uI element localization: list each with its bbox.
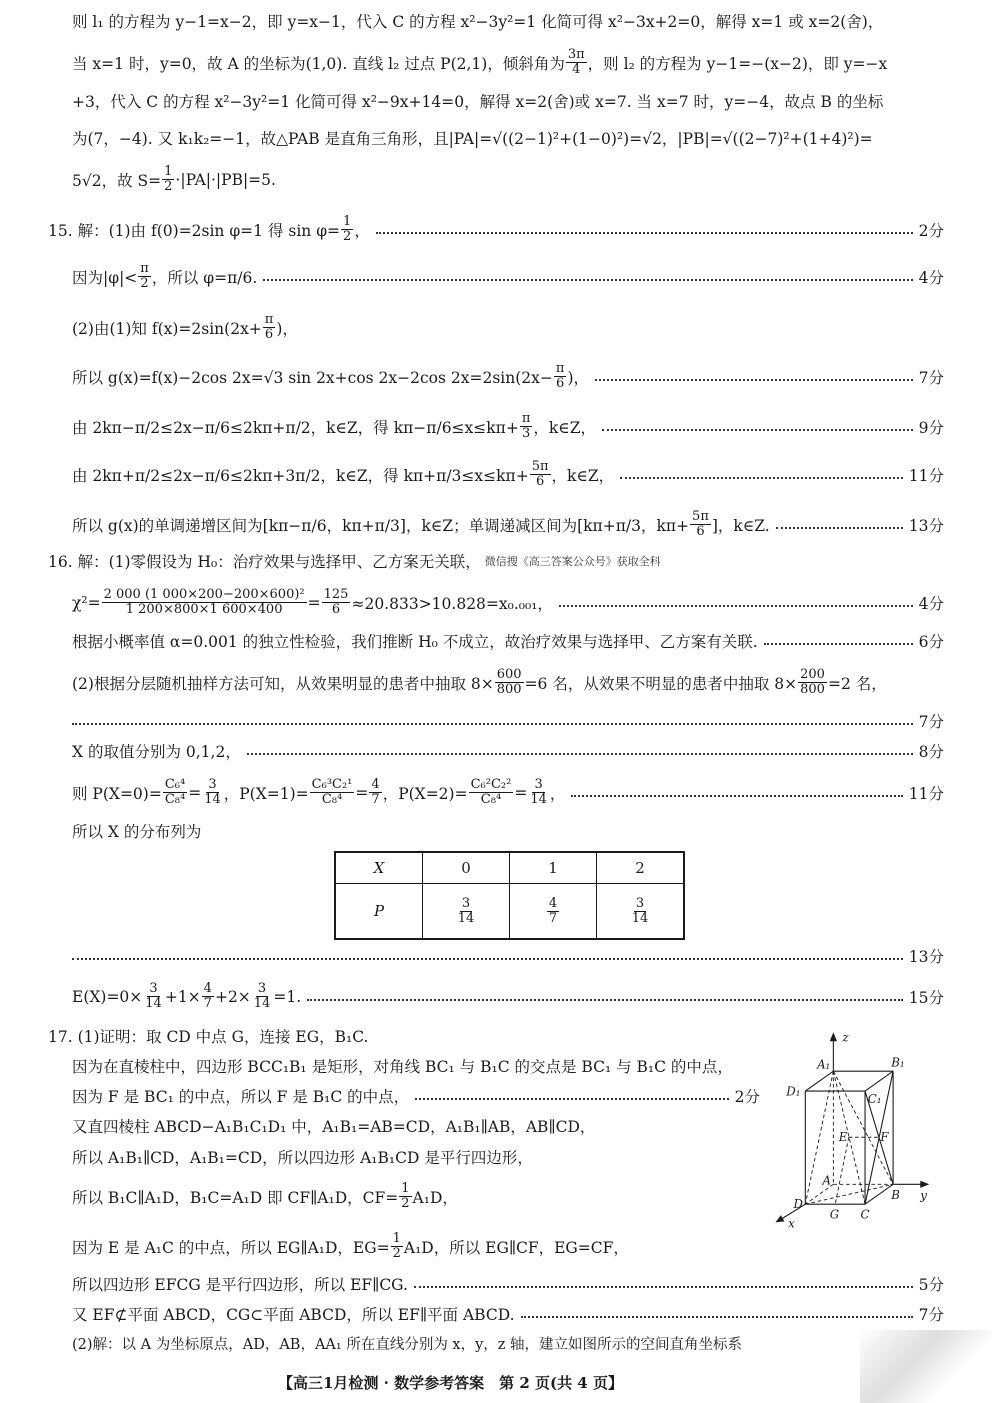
y-arrow-icon bbox=[920, 1181, 929, 1188]
leader-dots bbox=[776, 527, 903, 529]
q16-line-9 bbox=[72, 945, 944, 967]
prism-figure bbox=[770, 1020, 980, 1240]
numerator: 1 bbox=[343, 214, 352, 229]
label-a: A bbox=[822, 1173, 831, 1188]
leader-dots bbox=[247, 753, 913, 755]
text: = bbox=[307, 593, 321, 612]
text: = bbox=[355, 783, 369, 802]
fraction bbox=[163, 778, 187, 807]
text: 由 2kπ+π/2≤2x−π/6≤2kπ+3π/2，k∈Z，得 kπ+π/3≤x≤kπ+ bbox=[72, 466, 529, 485]
label-e: E bbox=[838, 1129, 848, 1144]
cell-text: X bbox=[373, 859, 385, 877]
text: 根据小概率值 α=0.001 的独立性检验，我们推断 H₀ 不成立，故治疗效果与选择甲、乙方案有关联. bbox=[72, 633, 758, 651]
q17-line-1 bbox=[48, 1025, 752, 1047]
text: ，P(X=2)= bbox=[382, 784, 468, 803]
leader-dots bbox=[521, 1316, 913, 1318]
fraction bbox=[202, 982, 214, 1011]
table-header-row bbox=[335, 852, 684, 884]
score: 4分 bbox=[918, 594, 944, 613]
numerator: π bbox=[521, 411, 531, 426]
q17-line-9 bbox=[72, 1303, 944, 1325]
text: +1× bbox=[164, 987, 201, 1006]
leader-dots bbox=[263, 279, 912, 281]
denominator: C₈⁴ bbox=[321, 792, 343, 807]
label-a1: A₁ bbox=[817, 1057, 831, 1072]
score: 5分 bbox=[918, 1276, 944, 1294]
fraction bbox=[456, 897, 477, 926]
leader-dots bbox=[376, 232, 913, 234]
text: ，k∈Z， bbox=[533, 418, 597, 437]
fraction bbox=[322, 588, 351, 617]
numerator: 3 bbox=[635, 895, 645, 911]
q15-line bbox=[48, 215, 944, 244]
leader-dots bbox=[620, 477, 903, 479]
text: E(X)=0× bbox=[72, 987, 143, 1006]
text: +2× bbox=[214, 987, 251, 1006]
text: )， bbox=[276, 319, 298, 338]
numerator: 200 bbox=[800, 667, 825, 682]
numerator: 1 bbox=[164, 164, 173, 179]
numerator: π bbox=[264, 312, 274, 327]
label-f: F bbox=[880, 1129, 889, 1144]
denominator: 14 bbox=[457, 910, 475, 926]
score: 7分 bbox=[918, 713, 944, 731]
score: 13分 bbox=[908, 516, 944, 535]
numerator: 3π bbox=[567, 47, 585, 62]
table-cell bbox=[510, 884, 597, 940]
denominator: 800 bbox=[800, 682, 825, 697]
denominator: C₈⁴ bbox=[164, 792, 186, 807]
text: ，k∈Z， bbox=[551, 466, 615, 485]
numerator: 3 bbox=[534, 777, 543, 792]
fraction bbox=[252, 982, 273, 1011]
q16-line-7 bbox=[72, 778, 944, 807]
q14-line-5 bbox=[72, 165, 944, 194]
fraction bbox=[495, 668, 524, 697]
q16-line-8 bbox=[72, 820, 944, 842]
score: 11分 bbox=[908, 466, 944, 485]
denominator: 6 bbox=[264, 327, 274, 342]
fraction bbox=[202, 778, 223, 807]
text: 则 P(X=0)= bbox=[72, 784, 162, 803]
label-z: z bbox=[842, 1030, 849, 1045]
score: 4分 bbox=[918, 268, 944, 287]
denominator: 14 bbox=[253, 996, 271, 1011]
q15-line bbox=[72, 412, 944, 441]
text: ， bbox=[549, 784, 566, 803]
text: 所以 g(x)的单调递增区间为[kπ−π/6，kπ+π/3]，k∈Z；单调递减区间为[kπ+π/3，kπ+ bbox=[72, 516, 690, 535]
edge-cb bbox=[865, 1184, 893, 1204]
numerator: π bbox=[140, 261, 149, 276]
q17-line-2 bbox=[72, 1055, 772, 1077]
leader-dots bbox=[571, 795, 902, 797]
text: 所以 A₁B₁∥CD，A₁B₁=CD，所以四边形 A₁B₁CD 是平行四边形， bbox=[72, 1149, 533, 1167]
q17-line-4 bbox=[72, 1115, 752, 1137]
denominator: 3 bbox=[521, 426, 531, 441]
table-row bbox=[335, 884, 684, 940]
fraction bbox=[310, 778, 355, 807]
fraction bbox=[528, 778, 549, 807]
q15-line bbox=[72, 510, 944, 539]
table-cell bbox=[423, 884, 510, 940]
leader-dots bbox=[414, 1286, 913, 1288]
text: 当 x=1 时，y=0，故 A 的坐标为(1,0). 直线 l₂ 过点 P(2,1)，倾斜角为 bbox=[72, 54, 565, 73]
fraction bbox=[469, 778, 514, 807]
score: 6分 bbox=[918, 633, 944, 651]
numerator: 3 bbox=[257, 981, 267, 996]
numerator: C₆²C₂² bbox=[470, 777, 512, 792]
text: ，P(X=1)= bbox=[223, 784, 309, 803]
text: 所以四边形 EFCG 是平行四边形，所以 EF∥CG. bbox=[72, 1276, 408, 1294]
text: (2)根据分层随机抽样方法可知，从效果明显的患者中抽取 8× bbox=[72, 674, 494, 693]
text: 所以 B₁C∥A₁D，B₁C=A₁D 即 CF∥A₁D，CF= bbox=[72, 1188, 399, 1207]
text: =2 名， bbox=[827, 674, 887, 693]
text: 又 EF⊄平面 ABCD，CG⊂平面 ABCD，所以 EF∥平面 ABCD. bbox=[72, 1306, 515, 1324]
q15-line bbox=[72, 362, 944, 391]
leader-dots bbox=[602, 429, 913, 431]
q14-line-3 bbox=[72, 90, 944, 112]
table-cell: 0 bbox=[423, 852, 510, 884]
q17-line-3 bbox=[72, 1085, 760, 1107]
page-curl-overlay bbox=[860, 1330, 992, 1403]
text: 又直四棱柱 ABCD−A₁B₁C₁D₁ 中，A₁B₁=AB=CD，A₁B₁∥AB，AB∥CD， bbox=[72, 1118, 596, 1136]
numerator: 125 bbox=[323, 587, 349, 602]
text: A₁D， bbox=[412, 1188, 458, 1207]
numerator: 5π bbox=[692, 509, 709, 524]
label-y: y bbox=[920, 1188, 927, 1203]
fraction bbox=[138, 262, 151, 291]
numerator: 2 000 (1 000×200−200×600)² bbox=[103, 587, 305, 602]
numerator: 5π bbox=[531, 459, 549, 474]
text: =1. bbox=[273, 987, 302, 1006]
denominator: 800 bbox=[496, 682, 522, 697]
fraction bbox=[530, 460, 551, 489]
denominator: 14 bbox=[631, 910, 649, 926]
leader-dots bbox=[764, 643, 913, 645]
fraction bbox=[690, 510, 711, 539]
leader-dots bbox=[72, 958, 903, 960]
text: = bbox=[514, 783, 528, 802]
fraction bbox=[143, 982, 164, 1011]
watermark-note: 微信搜《高三答案公众号》获取全科 bbox=[484, 555, 661, 568]
table-cell bbox=[335, 884, 423, 940]
leader-dots bbox=[307, 999, 903, 1001]
text: 因为|φ|< bbox=[72, 268, 138, 287]
text: (2)由(1)知 f(x)=2sin(2x+ bbox=[72, 319, 262, 338]
q15-line bbox=[72, 262, 944, 291]
table-cell bbox=[335, 852, 423, 884]
text: ≈20.833>10.828=x₀.₀₀₁， bbox=[351, 594, 553, 613]
text: 由 2kπ−π/2≤2x−π/6≤2kπ+π/2，k∈Z，得 kπ−π/6≤x≤kπ+ bbox=[72, 418, 519, 437]
denominator: 14 bbox=[530, 792, 547, 807]
numerator: 600 bbox=[496, 667, 522, 682]
text: 所以 g(x)=f(x)−2cos 2x=√3 sin 2x+cos 2x−2cos 2x=2sin(2x− bbox=[72, 368, 553, 387]
fraction bbox=[798, 668, 827, 697]
label-c1: C₁ bbox=[867, 1091, 882, 1106]
text: 因为 E 是 A₁C 的中点，所以 EG∥A₁D，EG= bbox=[72, 1238, 390, 1257]
text: 17. (1)证明：取 CD 中点 G，连接 EG，B₁C. bbox=[48, 1028, 369, 1046]
text: ·|PA|·|PB|=5. bbox=[175, 170, 276, 189]
text: 15. 解：(1)由 f(0)=2sin φ=1 得 sin φ= bbox=[48, 221, 341, 240]
q14-line-1 bbox=[72, 10, 944, 32]
text: X 的取值分别为 0,1,2， bbox=[72, 743, 241, 761]
page-footer: 【高三1月检测 · 数学参考答案 第 2 页(共 4 页】 bbox=[278, 1374, 623, 1392]
label-b1: B₁ bbox=[891, 1055, 905, 1070]
q16-line-3 bbox=[72, 630, 944, 652]
segment-eg bbox=[835, 1137, 849, 1204]
fraction bbox=[263, 313, 276, 342]
q16-line-10 bbox=[72, 982, 944, 1011]
denominator: 7 bbox=[203, 996, 212, 1011]
text: 16. 解：(1)零假设为 H₀：治疗效果与选择甲、乙方案无关联， bbox=[48, 553, 481, 571]
label-x: x bbox=[788, 1216, 795, 1231]
numerator: 1 bbox=[401, 1181, 410, 1196]
leader-dots bbox=[72, 723, 913, 725]
denominator: 6 bbox=[331, 602, 341, 617]
q15-line bbox=[72, 460, 944, 489]
numerator: 3 bbox=[461, 895, 471, 911]
score: 9分 bbox=[918, 418, 944, 437]
score: 7分 bbox=[918, 368, 944, 387]
fraction bbox=[566, 48, 587, 77]
q15-line bbox=[72, 313, 944, 342]
score: 2分 bbox=[734, 1088, 760, 1106]
fraction bbox=[162, 165, 174, 194]
q16-line-1 bbox=[48, 550, 944, 572]
fraction bbox=[630, 897, 651, 926]
numerator: π bbox=[555, 361, 565, 376]
q16-line-6 bbox=[72, 740, 944, 762]
denominator: 2 bbox=[401, 1196, 410, 1211]
fraction bbox=[399, 1182, 411, 1211]
denominator: 2 bbox=[164, 179, 173, 194]
text: =6 名，从效果不明显的患者中抽取 8× bbox=[524, 674, 798, 693]
q17-line-6 bbox=[72, 1182, 752, 1211]
text: +3，代入 C 的方程 x²−3y²=1 化简可得 x²−9x+14=0，解得 x=2(舍)或 x=7. 当 x=7 时，y=−4，故点 B 的坐标 bbox=[72, 93, 884, 111]
table-cell: 1 bbox=[510, 852, 597, 884]
cell-text: P bbox=[373, 902, 385, 920]
label-b: B bbox=[891, 1187, 900, 1202]
text: 为(7，−4). 又 k₁k₂=−1，故△PAB 是直角三角形，且|PA|=√((2−1)²+(1−0)²)=√2，|PB|=√((2−7)²+(1+4)²)= bbox=[72, 130, 873, 148]
denominator: 6 bbox=[556, 376, 565, 391]
leader-dots bbox=[595, 379, 913, 381]
text: ， bbox=[354, 221, 370, 240]
fraction bbox=[102, 588, 307, 617]
denominator: 7 bbox=[548, 910, 558, 926]
text: = bbox=[188, 783, 202, 802]
edge-b1c1 bbox=[865, 1071, 893, 1091]
text: 5√2，故 S= bbox=[72, 171, 162, 190]
fraction bbox=[547, 897, 559, 926]
score: 15分 bbox=[908, 988, 944, 1007]
table-cell bbox=[597, 884, 685, 940]
fraction bbox=[391, 1232, 403, 1261]
numerator: 4 bbox=[548, 895, 558, 911]
denominator: 2 bbox=[140, 276, 149, 291]
label-d1: D₁ bbox=[786, 1084, 801, 1099]
text: 则 l₁ 的方程为 y−1=x−2，即 y=x−1，代入 C 的方程 x²−3y²=1 化简可得 x²−3x+2=0，解得 x=1 或 x=2(舍)， bbox=[72, 13, 884, 31]
label-d: D bbox=[793, 1196, 803, 1211]
label-c: C bbox=[860, 1207, 870, 1222]
denominator: 4 bbox=[572, 62, 581, 77]
leader-dots bbox=[415, 1098, 728, 1100]
denominator: 14 bbox=[204, 792, 221, 807]
denominator: 2 bbox=[343, 229, 352, 244]
text: ]，k∈Z. bbox=[711, 516, 770, 535]
denominator: 1 200×800×1 600×400 bbox=[125, 602, 283, 617]
text: χ²= bbox=[72, 593, 101, 612]
denominator: 14 bbox=[145, 996, 162, 1011]
q16-line-5 bbox=[72, 710, 944, 732]
q16-chi-line bbox=[72, 588, 944, 617]
q14-line-2 bbox=[72, 48, 944, 77]
text: 因为 F 是 BC₁ 的中点，所以 F 是 B₁C 的中点， bbox=[72, 1088, 410, 1106]
numerator: 4 bbox=[203, 981, 212, 996]
diag-a1b bbox=[833, 1071, 893, 1184]
numerator: C₆³C₂¹ bbox=[311, 777, 353, 792]
score: 7分 bbox=[918, 1306, 944, 1324]
q17-line-8 bbox=[72, 1273, 944, 1295]
text: 所以 X 的分布列为 bbox=[72, 823, 202, 841]
score: 13分 bbox=[908, 948, 944, 966]
text: ，所以 φ=π/6. bbox=[151, 268, 258, 287]
numerator: 1 bbox=[392, 1231, 401, 1246]
z-arrow-icon bbox=[830, 1032, 837, 1041]
denominator: C₈⁴ bbox=[480, 792, 502, 807]
fraction bbox=[369, 778, 381, 807]
score: 8分 bbox=[918, 743, 944, 761]
table-cell: 2 bbox=[597, 852, 685, 884]
q17-line-10 bbox=[72, 1333, 944, 1354]
text: )， bbox=[567, 368, 589, 387]
score: 2分 bbox=[918, 221, 944, 240]
text: A₁D，所以 EG∥CF，EG=CF， bbox=[403, 1238, 629, 1257]
edge-a1d1 bbox=[805, 1071, 833, 1091]
x-arrow-icon bbox=[775, 1215, 784, 1222]
text: 因为在直棱柱中，四边形 BCC₁B₁ 是矩形，对角线 BC₁ 与 B₁C 的交点是 BC₁ 与 B₁C 的中点， bbox=[72, 1058, 733, 1076]
leader-dots bbox=[559, 605, 913, 607]
label-g: G bbox=[829, 1207, 840, 1222]
denominator: 7 bbox=[371, 792, 380, 807]
numerator: 4 bbox=[371, 777, 380, 792]
q14-line-4 bbox=[72, 127, 944, 149]
numerator: 3 bbox=[208, 777, 217, 792]
distribution-table bbox=[334, 851, 685, 940]
text: (2)解：以 A 为坐标原点，AD，AB，AA₁ 所在直线分别为 x，y，z 轴，建立如图所示的空间直角坐标系 bbox=[72, 1337, 743, 1353]
denominator: 6 bbox=[696, 524, 705, 539]
denominator: 2 bbox=[392, 1246, 401, 1261]
fraction bbox=[554, 362, 567, 391]
text: ，则 l₂ 的方程为 y−1=−(x−2)，即 y=−x bbox=[587, 54, 888, 73]
q17-line-5 bbox=[72, 1146, 752, 1168]
q16-line-4 bbox=[72, 668, 944, 697]
score: 11分 bbox=[908, 784, 944, 803]
numerator: 3 bbox=[149, 981, 158, 996]
fraction bbox=[341, 215, 353, 244]
denominator: 6 bbox=[535, 474, 545, 489]
fraction bbox=[520, 412, 533, 441]
numerator: C₆⁴ bbox=[164, 777, 186, 792]
